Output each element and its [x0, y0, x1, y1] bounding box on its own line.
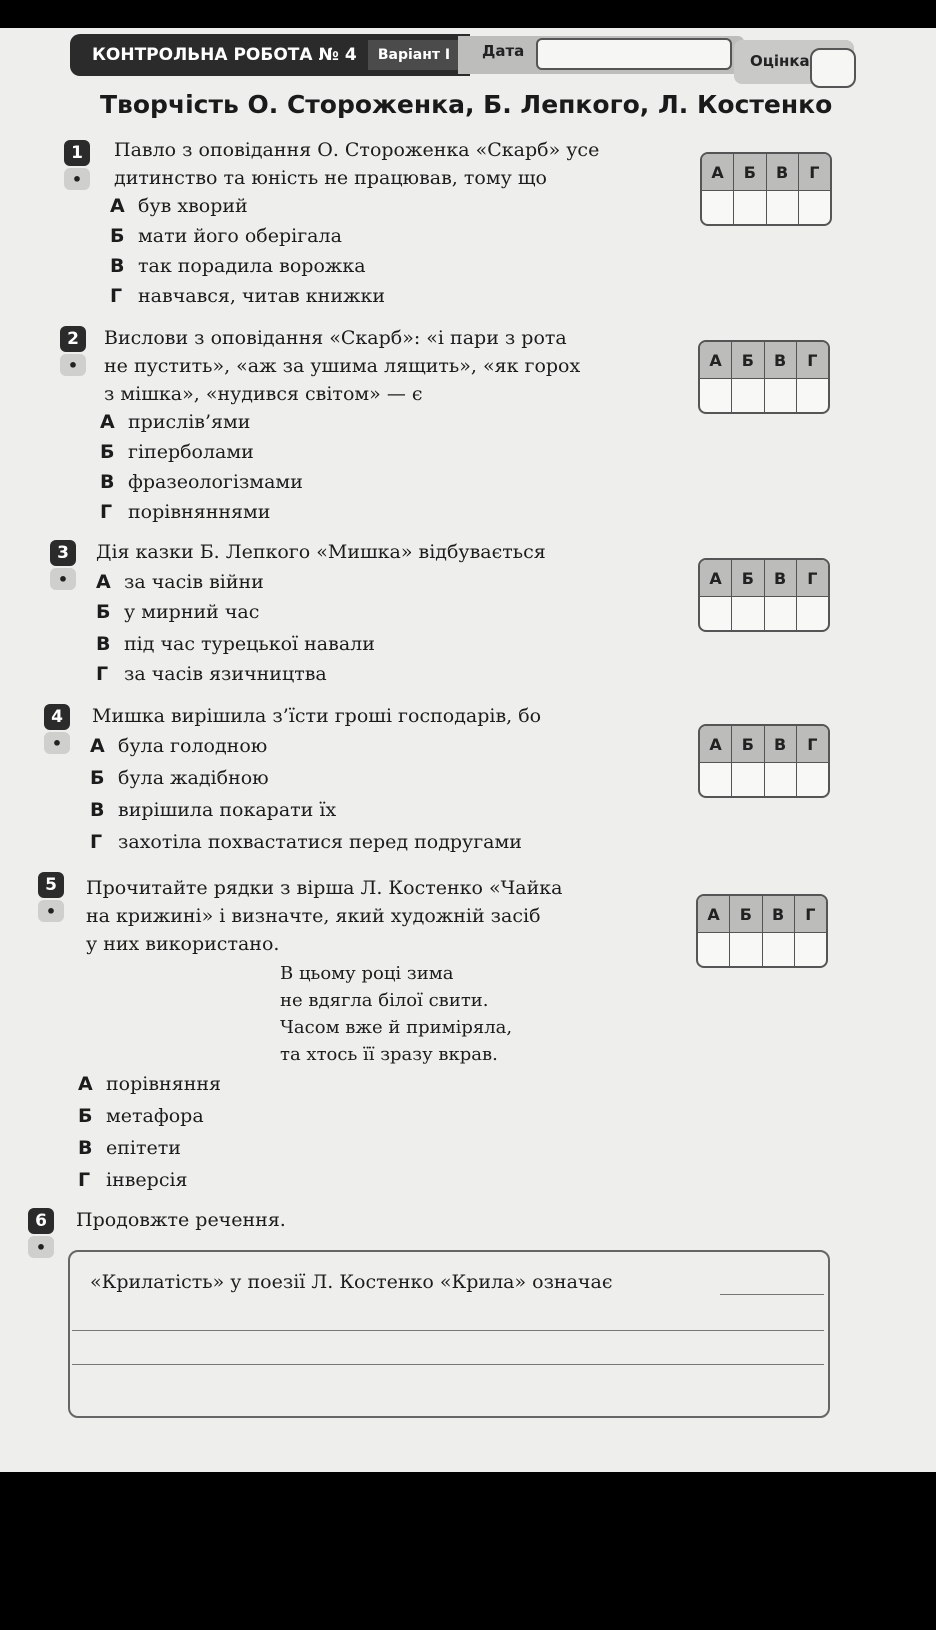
option-text: мати його оберігала	[138, 225, 342, 247]
question-marker: •	[60, 354, 86, 376]
answer-cell[interactable]	[799, 190, 830, 226]
question-text	[86, 874, 562, 958]
grid-header-cell: В	[765, 560, 797, 596]
answer-cell[interactable]	[797, 378, 828, 414]
option-letter: В	[110, 255, 125, 277]
option-text: вирішила покарати їх	[118, 799, 337, 821]
answer-cell[interactable]	[700, 762, 732, 798]
option-letter: Г	[90, 831, 103, 853]
answer-line[interactable]	[72, 1364, 824, 1365]
grid-header-cell: А	[700, 726, 732, 762]
option-letter: А	[96, 571, 111, 593]
question-number-badge: 2	[60, 326, 86, 352]
grid-header-cell: Б	[730, 896, 762, 932]
grid-header-cell: А	[700, 560, 732, 596]
grid-header-cell: Б	[734, 154, 766, 190]
option-c	[110, 252, 366, 280]
option-d	[90, 828, 522, 856]
answer-cell[interactable]	[765, 378, 797, 414]
option-b	[110, 222, 342, 250]
option-b	[90, 764, 269, 792]
option-text: був хворий	[138, 195, 248, 217]
option-b	[100, 438, 254, 466]
option-d	[78, 1166, 188, 1194]
option-letter: Г	[96, 663, 109, 685]
question-text	[104, 324, 580, 408]
option-letter: Б	[90, 767, 105, 789]
option-letter: А	[90, 735, 105, 757]
option-letter: Б	[100, 441, 115, 463]
grid-header-cell: В	[765, 726, 797, 762]
answer-cell[interactable]	[765, 596, 797, 632]
poem-line: не вдягла білої свити.	[280, 990, 489, 1011]
option-text: інверсія	[106, 1169, 188, 1191]
option-text: у мирний час	[124, 601, 260, 623]
answer-grid-q5	[696, 894, 828, 968]
poem-line: та хтось її зразу вкрав.	[280, 1044, 498, 1065]
answer-cell[interactable]	[767, 190, 799, 226]
worksheet-page	[0, 28, 936, 1472]
answer-grid-q2	[698, 340, 830, 414]
grid-header-cell: В	[767, 154, 799, 190]
option-text: так порадила ворожка	[138, 255, 366, 277]
option-text: під час турецької навали	[124, 633, 375, 655]
question-line: з мішка», «нудився світом» — є	[104, 383, 423, 405]
question-marker: •	[28, 1236, 54, 1258]
option-letter: Г	[78, 1169, 91, 1191]
grid-header-cell: В	[765, 342, 797, 378]
answer-cell[interactable]	[797, 762, 828, 798]
grid-header-cell: А	[698, 896, 730, 932]
question-marker: •	[50, 568, 76, 590]
option-text: порівняннями	[128, 501, 271, 523]
grid-header-cell: Г	[809, 162, 820, 182]
option-text: захотіла похвастатися перед подругами	[118, 831, 522, 853]
grid-header-cell: Б	[732, 342, 764, 378]
option-letter: Б	[110, 225, 125, 247]
question-number-badge: 4	[44, 704, 70, 730]
question-marker: •	[44, 732, 70, 754]
option-text: епітети	[106, 1137, 181, 1159]
option-d	[96, 660, 327, 688]
sentence-prompt: «Крилатість» у поезії Л. Костенко «Крила» означає	[90, 1271, 613, 1293]
option-text: за часів язичництва	[124, 663, 327, 685]
option-a	[96, 568, 264, 596]
answer-cell[interactable]	[795, 932, 826, 968]
question-line: Мишка вирішила з’їсти гроші господарів, бо	[92, 705, 542, 727]
question-line: не пустить», «аж за ушима лящить», «як горох	[104, 355, 581, 377]
option-b	[96, 598, 259, 626]
option-letter: Г	[110, 285, 123, 307]
option-d	[110, 282, 385, 310]
poem-line: В цьому році зима	[280, 963, 454, 984]
grid-header-cell: Г	[805, 904, 816, 924]
answer-grid-q4	[698, 724, 830, 798]
question-line: дитинство та юність не працював, тому що	[114, 167, 547, 189]
question-line: Вислови з оповідання «Скарб»: «і пари з рота	[104, 327, 567, 349]
option-c	[90, 796, 336, 824]
grade-field[interactable]	[810, 48, 856, 88]
option-letter: В	[96, 633, 111, 655]
answer-grid-q3	[698, 558, 830, 632]
option-letter: В	[78, 1137, 93, 1159]
answer-cell[interactable]	[765, 762, 797, 798]
answer-line[interactable]	[720, 1294, 824, 1295]
grid-header-cell: В	[763, 896, 795, 932]
poem-excerpt	[280, 960, 512, 1068]
grid-header-cell: Г	[807, 568, 818, 588]
date-label: Дата	[482, 42, 525, 60]
option-letter: Б	[96, 601, 111, 623]
option-b	[78, 1102, 204, 1130]
grade-label: Оцінка	[750, 52, 810, 70]
answer-cell[interactable]	[797, 596, 828, 632]
option-text: порівняння	[106, 1073, 222, 1095]
answer-cell[interactable]	[700, 596, 732, 632]
grid-header-cell: Б	[732, 560, 764, 596]
option-text: гіперболами	[128, 441, 254, 463]
option-text: за часів війни	[124, 571, 264, 593]
grid-header-cell: А	[700, 342, 732, 378]
question-text	[114, 136, 599, 192]
option-letter: А	[110, 195, 125, 217]
question-number-badge: 3	[50, 540, 76, 566]
grid-header-cell: Г	[807, 350, 818, 370]
poem-line: Часом вже й приміряла,	[280, 1017, 513, 1038]
answer-cell[interactable]	[732, 596, 764, 632]
option-letter: А	[100, 411, 115, 433]
option-c	[96, 630, 375, 658]
option-text: прислів’ями	[128, 411, 251, 433]
option-text: фразеологізмами	[128, 471, 303, 493]
option-text: навчався, читав книжки	[138, 285, 385, 307]
question-number-badge: 5	[38, 872, 64, 898]
question-line: Дія казки Б. Лепкого «Мишка» відбувається	[96, 541, 546, 563]
option-d	[100, 498, 270, 526]
grid-header-cell: А	[702, 154, 734, 190]
test-title: КОНТРОЛЬНА РОБОТА № 4	[92, 45, 357, 65]
answer-grid-q1	[700, 152, 832, 226]
question-number-badge: 1	[64, 140, 90, 166]
option-text: була жадібною	[118, 767, 269, 789]
page-title: Творчість О. Стороженка, Б. Лепкого, Л. Костенко	[100, 90, 833, 119]
answer-cell[interactable]	[702, 190, 734, 226]
question-line: у них використано.	[86, 933, 280, 955]
option-letter: В	[100, 471, 115, 493]
grid-header-cell: Б	[732, 726, 764, 762]
option-a	[110, 192, 248, 220]
option-letter: А	[78, 1073, 93, 1095]
option-letter: В	[90, 799, 105, 821]
answer-cell[interactable]	[732, 378, 764, 414]
option-a	[78, 1070, 221, 1098]
answer-cell[interactable]	[698, 932, 730, 968]
question-line: на крижині» і визначте, який художній засіб	[86, 905, 541, 927]
date-field[interactable]	[536, 38, 732, 70]
option-c	[100, 468, 303, 496]
question-line: Павло з оповідання О. Стороженка «Скарб» усе	[114, 139, 600, 161]
option-letter: Г	[100, 501, 113, 523]
option-c	[78, 1134, 181, 1162]
answer-cell[interactable]	[732, 762, 764, 798]
option-a	[100, 408, 250, 436]
answer-cell[interactable]	[763, 932, 795, 968]
variant-label: Варіант І	[368, 40, 460, 70]
question-line: Продовжте речення.	[76, 1209, 286, 1231]
question-marker: •	[64, 168, 90, 190]
answer-cell[interactable]	[700, 378, 732, 414]
question-marker: •	[38, 900, 64, 922]
grid-header-cell: Г	[807, 734, 818, 754]
answer-cell[interactable]	[730, 932, 762, 968]
answer-cell[interactable]	[734, 190, 766, 226]
question-line: Прочитайте рядки з вірша Л. Костенко «Чайка	[86, 877, 563, 899]
answer-line[interactable]	[72, 1330, 824, 1331]
question-text	[92, 702, 541, 730]
question-text	[96, 538, 546, 566]
question-number-badge: 6	[28, 1208, 54, 1234]
option-text: була голодною	[118, 735, 268, 757]
option-letter: Б	[78, 1105, 93, 1127]
question-text	[76, 1206, 286, 1234]
option-text: метафора	[106, 1105, 204, 1127]
option-a	[90, 732, 267, 760]
